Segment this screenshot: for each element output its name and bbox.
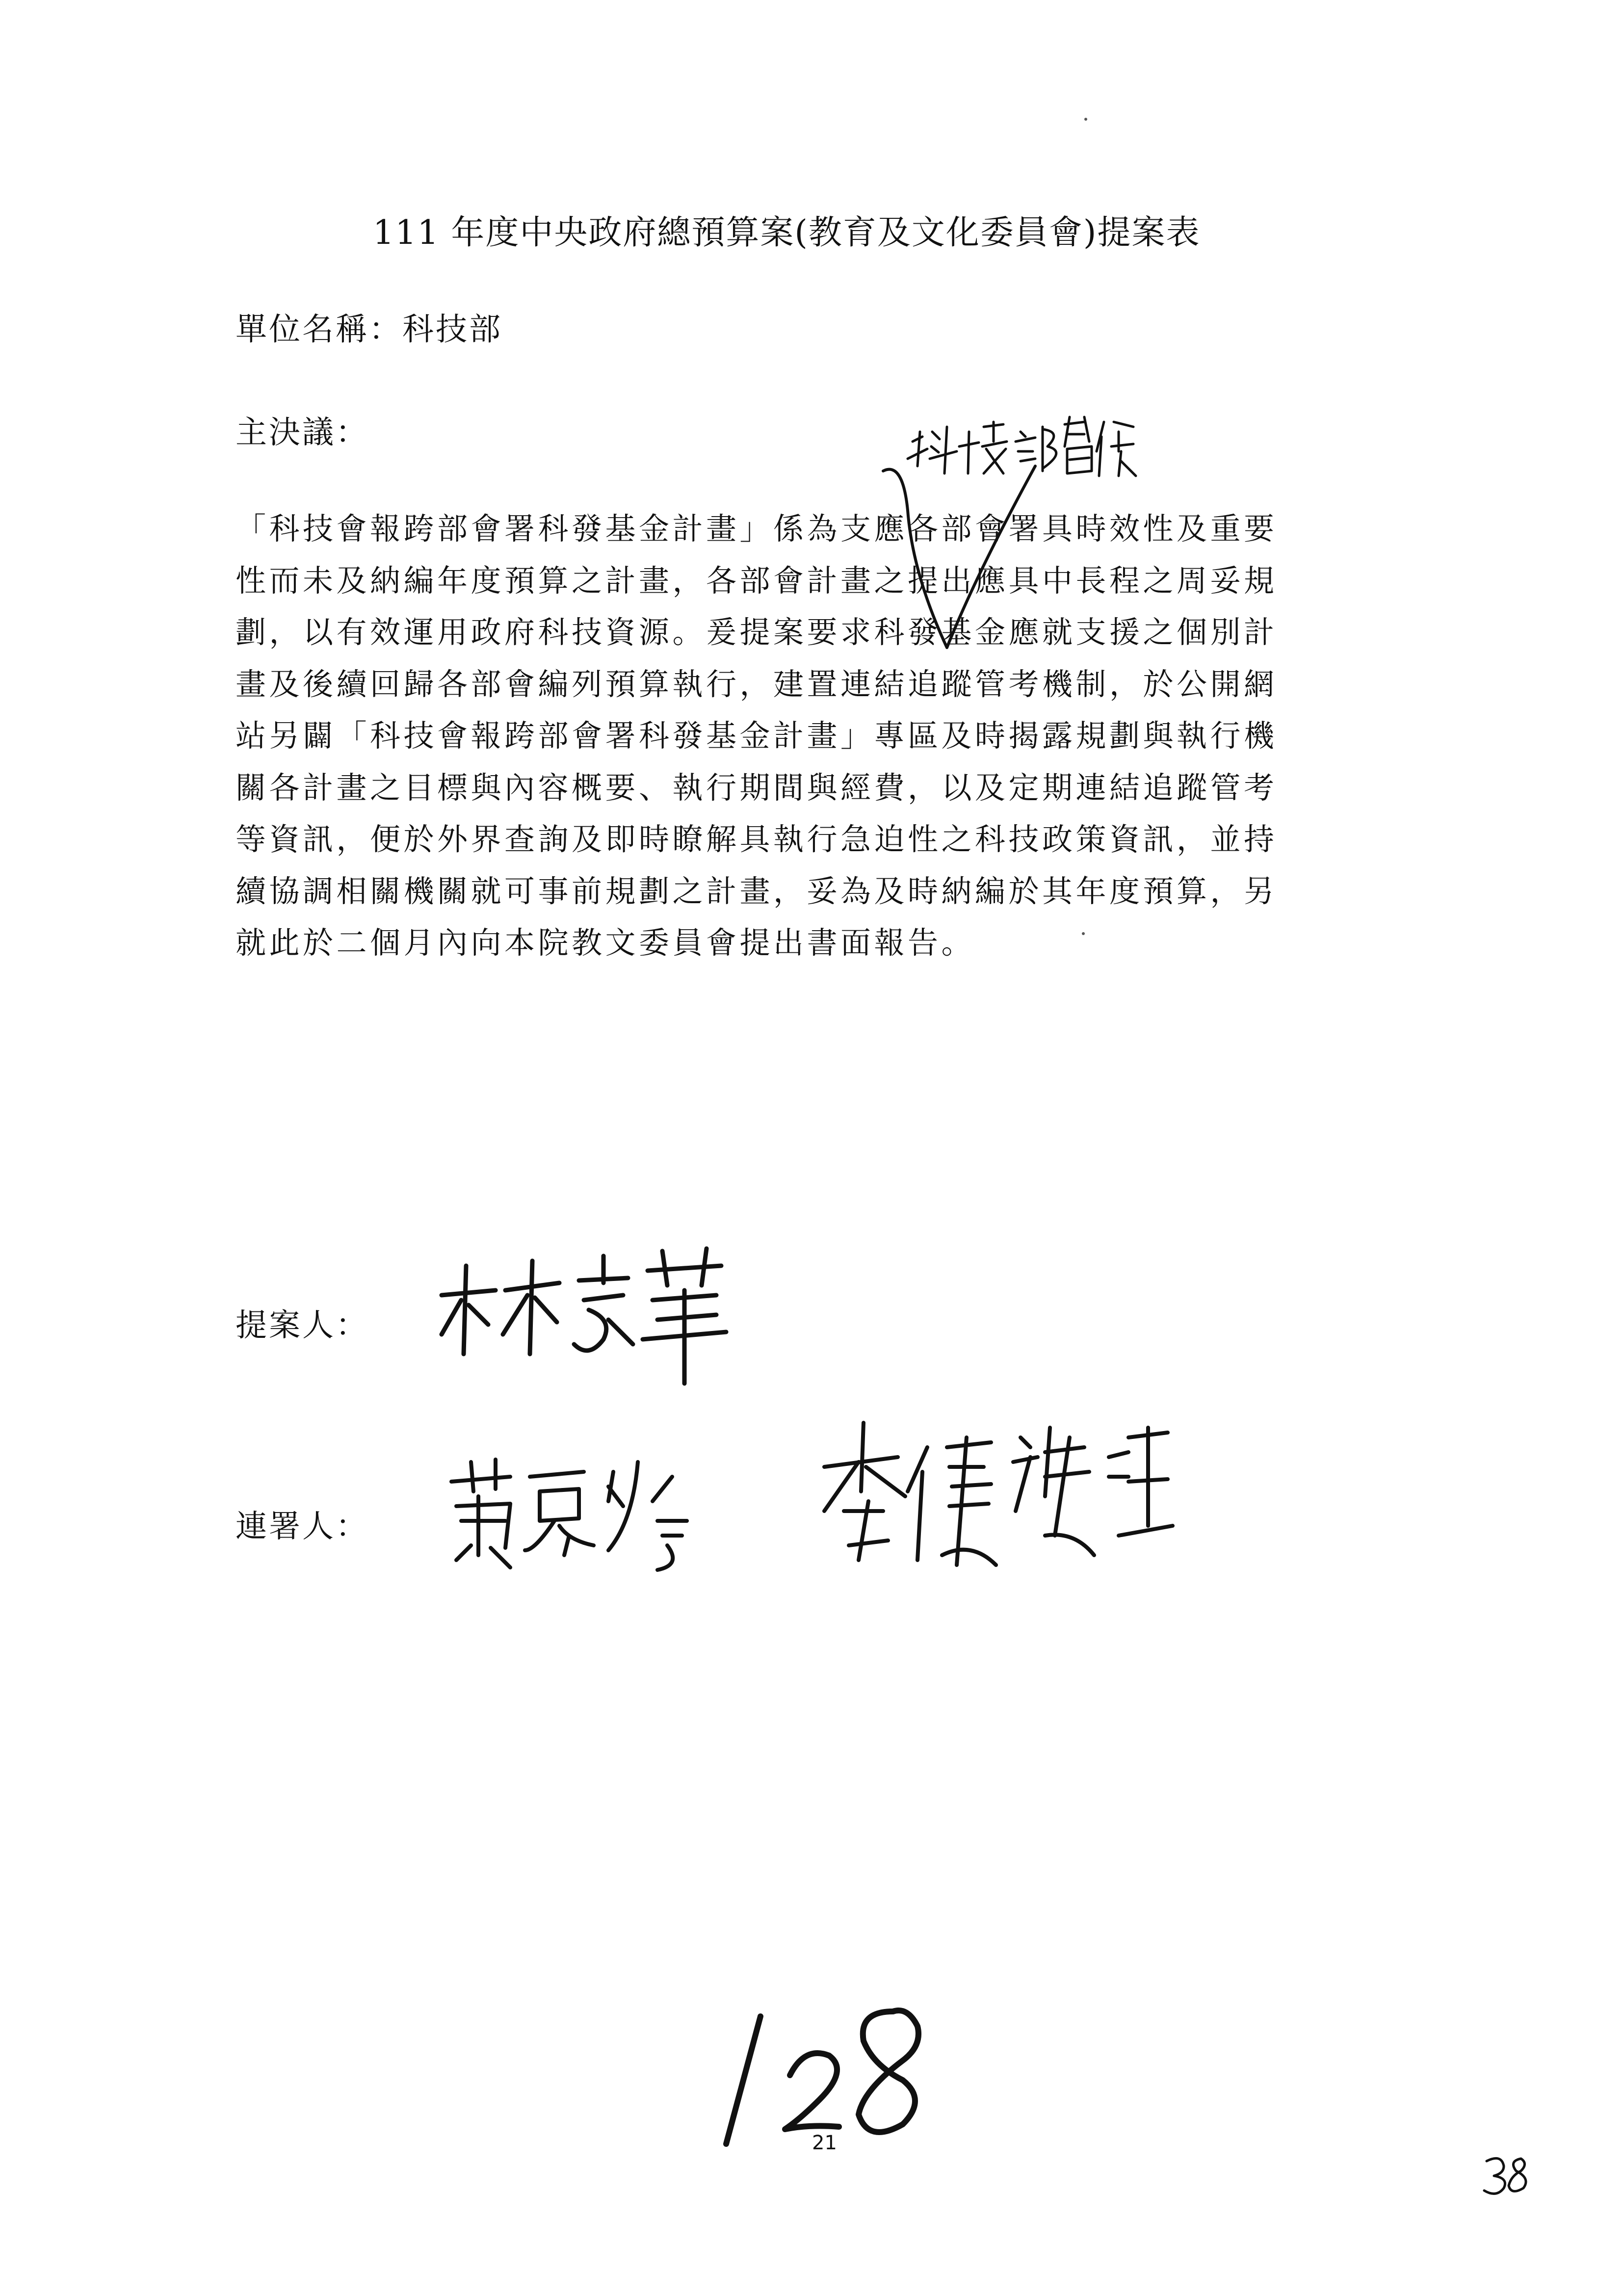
body-line: 「科技會報跨部會署科發基金計畫」係為支應各部會署具時效性及重要 bbox=[236, 511, 1278, 547]
body-line: 續協調相關機關就可事前規劃之計畫，妥為及時納編於其年度預算，另 bbox=[236, 873, 1278, 909]
handwritten-corner-number bbox=[1482, 2154, 1541, 2193]
cosigner-signature-2 bbox=[814, 1408, 1182, 1624]
resolution-label: 主決議： bbox=[236, 415, 369, 451]
body-line: 關各計畫之目標與內容概要、執行期間與經費，以及定期連結追蹤管考 bbox=[236, 769, 1278, 806]
scan-speck bbox=[1082, 932, 1085, 935]
cosigner-signature-1 bbox=[442, 1442, 765, 1590]
proposer-label: 提案人： bbox=[236, 1307, 369, 1344]
page-number: 21 bbox=[812, 2132, 837, 2154]
body-line: 劃，以有效運用政府科技資源。爰提案要求科發基金應就支援之個別計 bbox=[236, 614, 1278, 650]
unit-name: 單位名稱：科技部 bbox=[236, 312, 502, 348]
body-line: 等資訊，便於外界查詢及即時瞭解具執行急迫性之科技政策資訊，並持 bbox=[236, 821, 1278, 857]
scan-speck bbox=[1084, 118, 1087, 121]
resolution-body bbox=[236, 503, 1438, 969]
proposer-signature bbox=[432, 1236, 746, 1383]
body-line: 站另闢「科技會報跨部會署科發基金計畫」專區及時揭露規劃與執行機 bbox=[236, 718, 1278, 754]
document-title: 111 年度中央政府總預算案(教育及文化委員會)提案表 bbox=[373, 213, 1201, 252]
body-line: 性而未及納編年度預算之計畫，各部會計畫之提出應具中長程之周妥規 bbox=[236, 562, 1278, 599]
body-line: 就此於二個月內向本院教文委員會提出書面報告。 bbox=[236, 925, 975, 961]
body-line: 畫及後續回歸各部會編列預算執行，建置連結追蹤管考機制，於公開網 bbox=[236, 666, 1278, 702]
cosigner-label: 連署人： bbox=[236, 1509, 369, 1545]
